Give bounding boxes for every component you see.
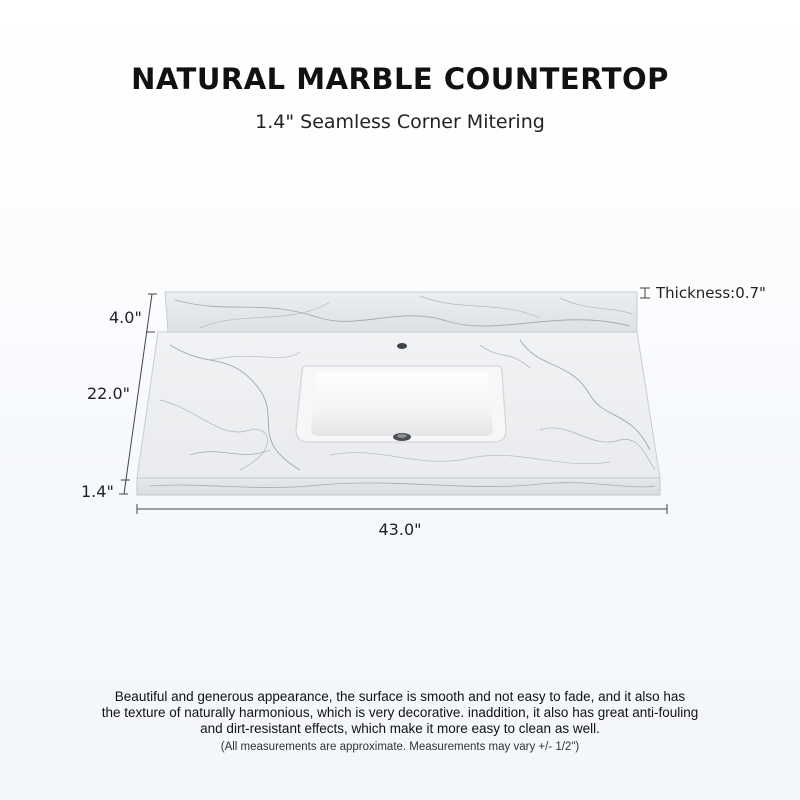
product-description <box>60 689 740 737</box>
width-label: 43.0" <box>378 520 422 539</box>
width-dimension-line <box>137 504 667 514</box>
description-line-2: the texture of naturally harmonious, which is very decorative. inaddition, it also has great anti-fouling <box>101 705 699 720</box>
measurement-note: (All measurements are approximate. Measurements may vary +/- 1/2") <box>220 741 580 753</box>
faucet-hole-icon <box>397 343 407 349</box>
depth-label: 22.0" <box>87 384 130 403</box>
description-line-1: Beautiful and generous appearance, the surface is smooth and not easy to fade, and it also has <box>114 689 686 704</box>
sink-basin <box>296 366 506 442</box>
thickness-label: Thickness:0.7" <box>656 284 766 302</box>
backsplash <box>165 292 637 332</box>
edge-thickness-label: 1.4" <box>81 482 114 501</box>
backsplash-height-label: 4.0" <box>109 308 142 327</box>
page-title: NATURAL MARBLE COUNTERTOP <box>131 62 669 96</box>
description-line-3: and dirt-resistant effects, which make it more easy to clean as well. <box>200 721 600 736</box>
front-edge <box>137 478 660 495</box>
thickness-marker <box>640 288 650 298</box>
page-subtitle: 1.4" Seamless Corner Mitering <box>255 111 545 133</box>
